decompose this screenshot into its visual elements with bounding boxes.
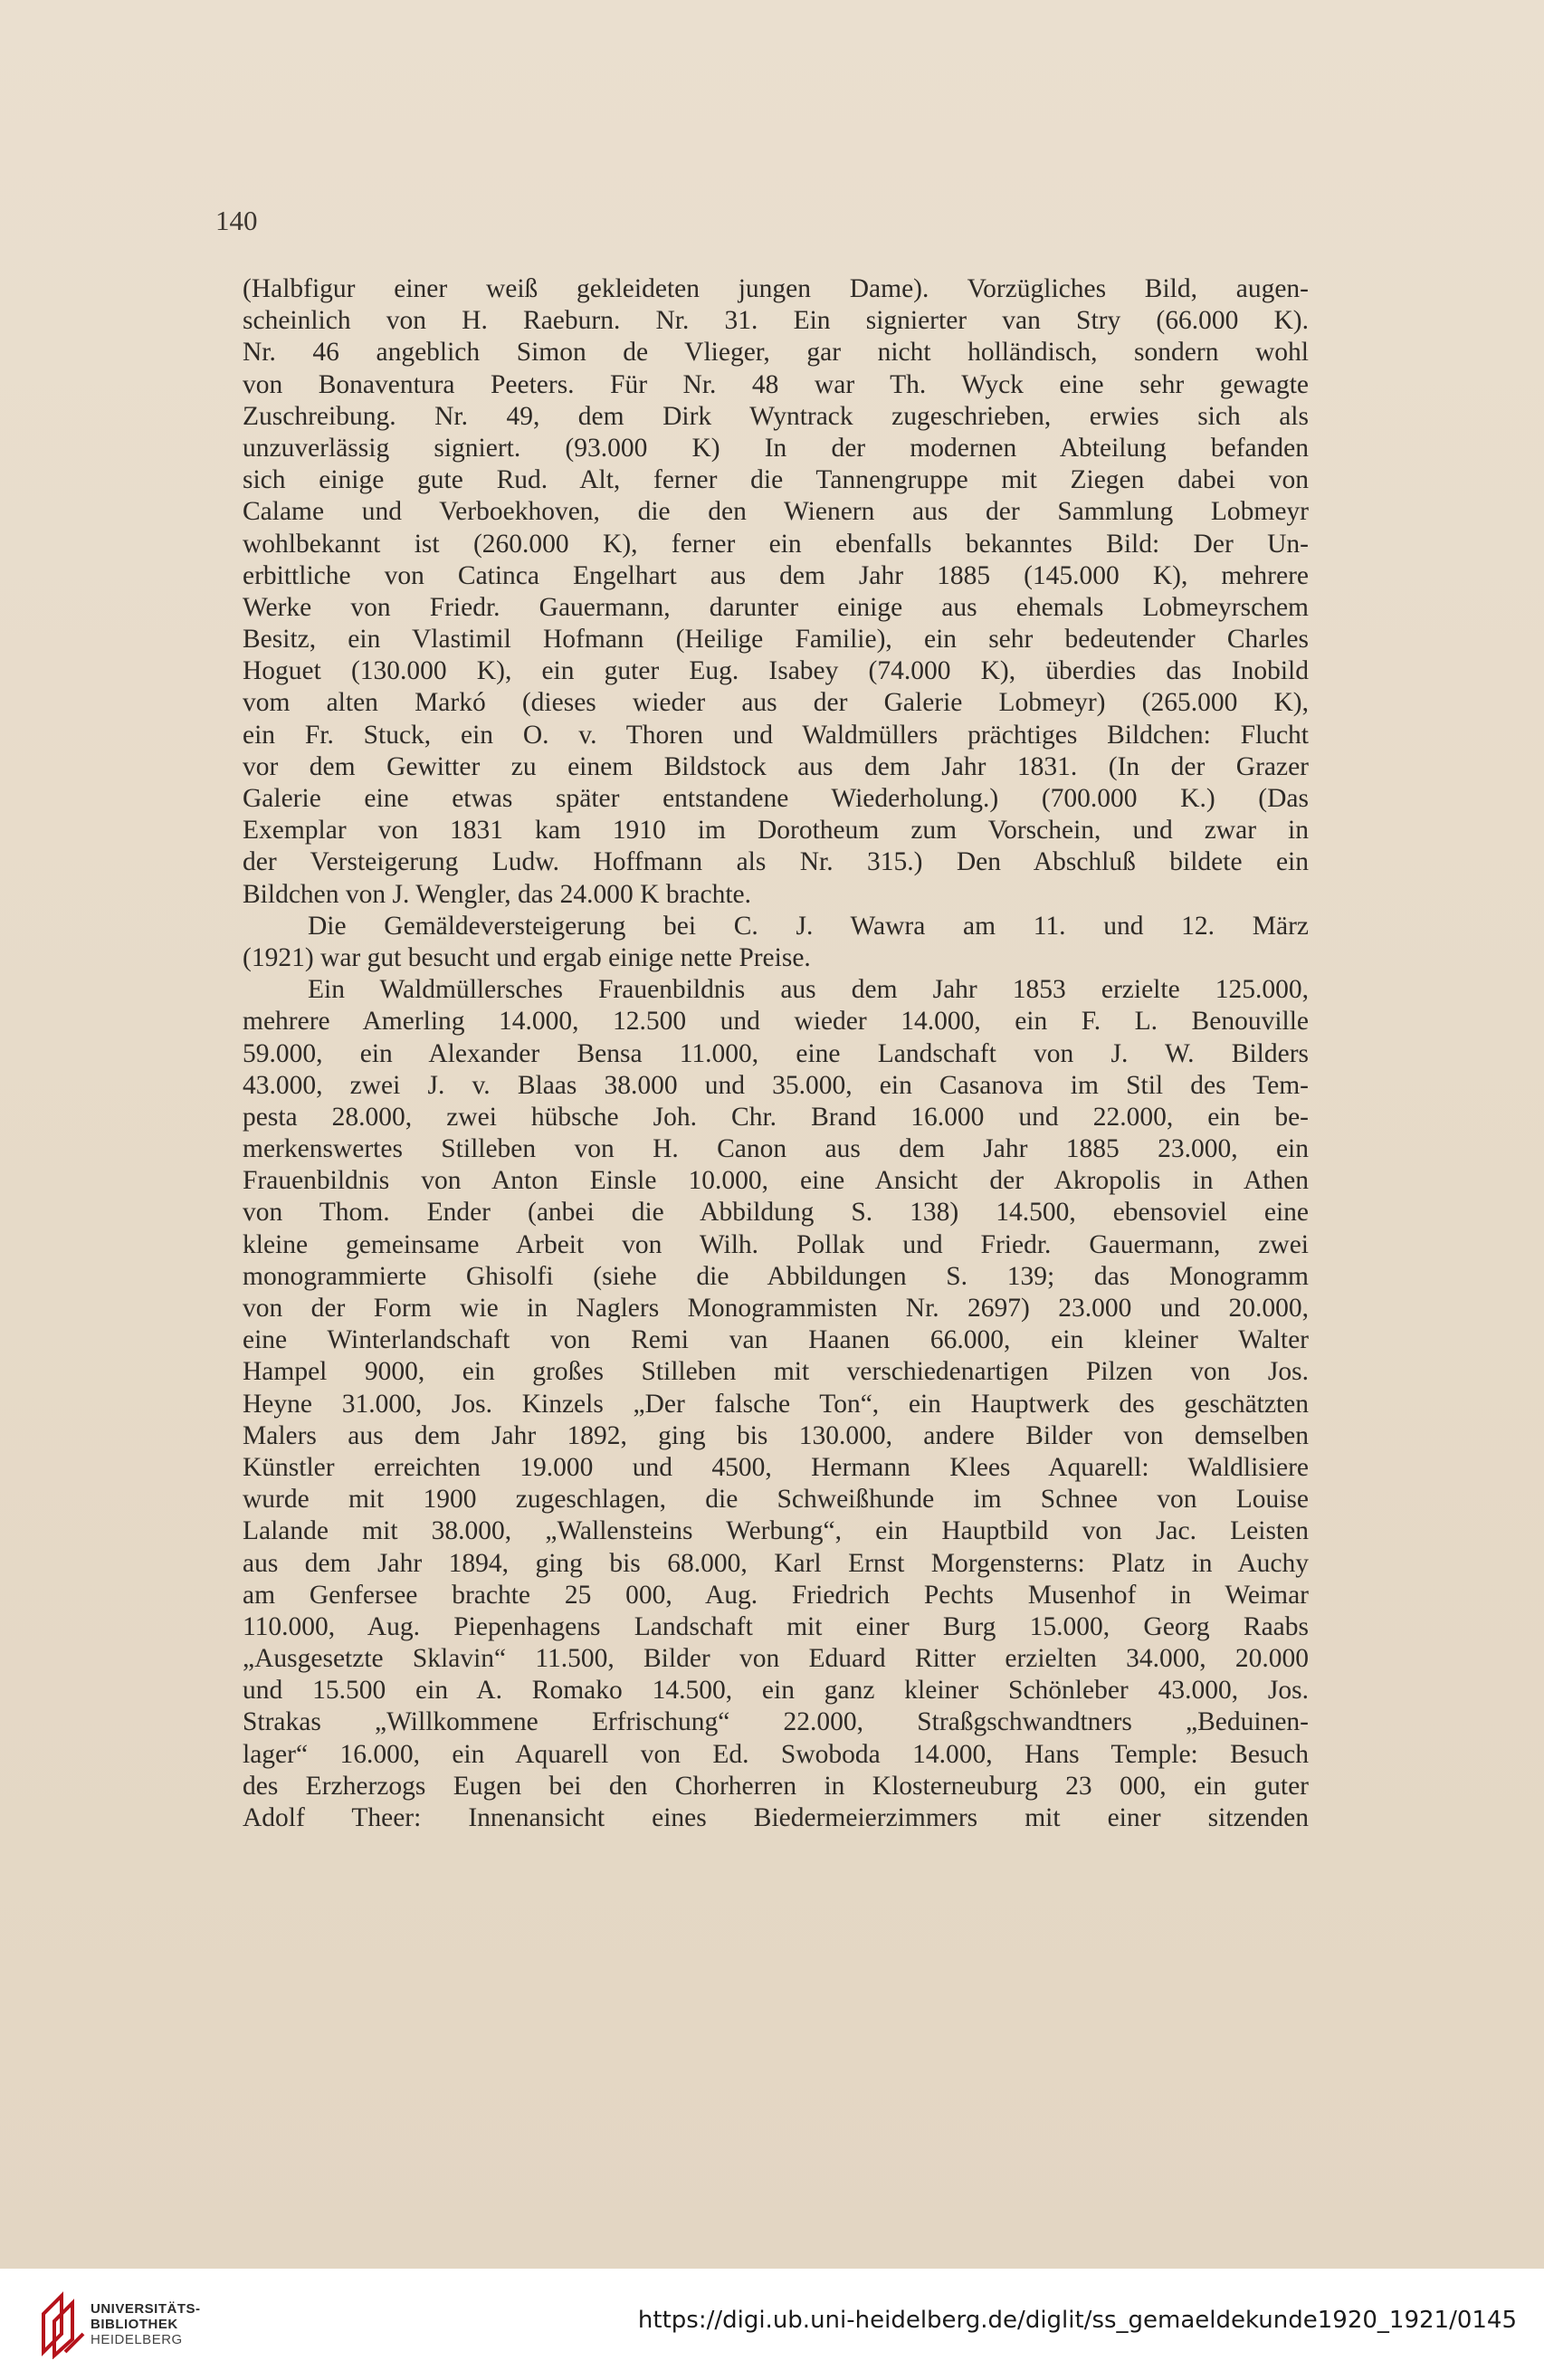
text-line: Die Gemäldeversteigerung bei C. J. Wawra am 11. und 12. März xyxy=(308,911,1309,941)
library-logo-text xyxy=(91,2301,201,2347)
page-number: 140 xyxy=(215,205,258,236)
text-line: Besitz, ein Vlastimil Hofmann (Heilige Familie), ein sehr bedeutender Charles xyxy=(243,625,1309,655)
body-text xyxy=(243,273,1309,1834)
text-line: der Versteigerung Ludw. Hoffmann als Nr. 315.) Den Abschluß bildete ein xyxy=(243,847,1309,877)
text-line: Galerie eine etwas später entstandene Wiederholung.) (700.000 K.) (Das xyxy=(243,784,1309,813)
text-line: des Erzherzogs Eugen bei den Chorherren in Klosterneuburg 23 000, ein guter xyxy=(243,1771,1309,1801)
text-line: Hoguet (130.000 K), ein guter Eug. Isabey (74.000 K), überdies das Inobild xyxy=(243,656,1309,686)
text-line: lager“ 16.000, ein Aquarell von Ed. Swoboda 14.000, Hans Temple: Besuch xyxy=(243,1739,1309,1769)
text-line: von der Form wie in Naglers Monogrammisten Nr. 2697) 23.000 und 20.000, xyxy=(243,1294,1309,1323)
text-line: pesta 28.000, zwei hübsche Joh. Chr. Brand 16.000 und 22.000, ein be- xyxy=(243,1102,1309,1132)
text-line: Nr. 46 angeblich Simon de Vlieger, gar nicht holländisch, sondern wohl xyxy=(243,338,1309,368)
library-logo-icon xyxy=(36,2289,91,2359)
text-line: scheinlich von H. Raeburn. Nr. 31. Ein signierter van Stry (66.000 K). xyxy=(243,306,1309,336)
text-line: und 15.500 ein A. Romako 14.500, ein ganz kleiner Schönleber 43.000, Jos. xyxy=(243,1676,1309,1706)
text-line: Zuschreibung. Nr. 49, dem Dirk Wyntrack zugeschrieben, erwies sich als xyxy=(243,401,1309,431)
text-line: eine Winterlandschaft von Remi van Haanen 66.000, ein kleiner Walter xyxy=(243,1325,1309,1355)
text-line: am Genfersee brachte 25 000, Aug. Friedrich Pechts Musenhof in Weimar xyxy=(243,1580,1309,1610)
text-line: Hampel 9000, ein großes Stilleben mit verschiedenartigen Pilzen von Jos. xyxy=(243,1357,1309,1387)
text-line: Malers aus dem Jahr 1892, ging bis 130.000, andere Bilder von demselben xyxy=(243,1420,1309,1450)
logo-line: HEIDELBERG xyxy=(91,2332,183,2347)
text-line: 43.000, zwei J. v. Blaas 38.000 und 35.000, ein Casanova im Stil des Tem- xyxy=(243,1070,1309,1100)
text-line: Strakas „Willkommene Erfrischung“ 22.000, Straßgschwandtners „Beduinen- xyxy=(243,1707,1309,1737)
text-line: Heyne 31.000, Jos. Kinzels „Der falsche Ton“, ein Hauptwerk des geschätzten xyxy=(243,1389,1309,1419)
text-line: (Halbfigur einer weiß gekleideten jungen Dame). Vorzügliches Bild, augen- xyxy=(243,274,1309,303)
text-line: kleine gemeinsame Arbeit von Wilh. Pollak und Friedr. Gauermann, zwei xyxy=(243,1229,1309,1259)
text-line: vor dem Gewitter zu einem Bildstock aus dem Jahr 1831. (In der Grazer xyxy=(243,751,1309,781)
text-line: Calame und Verboekhoven, die den Wienern aus der Sammlung Lobmeyr xyxy=(243,497,1309,527)
text-line: vom alten Markó (dieses wieder aus der Galerie Lobmeyr) (265.000 K), xyxy=(243,688,1309,718)
text-line: Lalande mit 38.000, „Wallensteins Werbung“, ein Hauptbild von Jac. Leisten xyxy=(243,1516,1309,1546)
text-line: unzuverlässig signiert. (93.000 K) In der modernen Abteilung befanden xyxy=(243,433,1309,463)
text-line: ein Fr. Stuck, ein O. v. Thoren und Waldmüllers prächtiges Bildchen: Flucht xyxy=(243,720,1309,750)
text-line: von Thom. Ender (anbei die Abbildung S. 138) 14.500, ebensoviel eine xyxy=(243,1198,1309,1228)
text-line: aus dem Jahr 1894, ging bis 68.000, Karl Ernst Morgensterns: Platz in Auchy xyxy=(243,1548,1309,1578)
text-line: Künstler erreichten 19.000 und 4500, Hermann Klees Aquarell: Waldlisiere xyxy=(243,1452,1309,1482)
text-line: merkenswertes Stilleben von H. Canon aus dem Jahr 1885 23.000, ein xyxy=(243,1134,1309,1164)
text-line: von Bonaventura Peeters. Für Nr. 48 war Th. Wyck eine sehr gewagte xyxy=(243,369,1309,399)
text-line: 59.000, ein Alexander Bensa 11.000, eine Landschaft von J. W. Bilders xyxy=(243,1038,1309,1068)
text-line: erbittliche von Catinca Engelhart aus dem Jahr 1885 (145.000 K), mehrere xyxy=(243,560,1309,590)
text-line: wohlbekannt ist (260.000 K), ferner ein ebenfalls bekanntes Bild: Der Un- xyxy=(243,529,1309,559)
text-line: mehrere Amerling 14.000, 12.500 und wieder 14.000, ein F. L. Benouville xyxy=(243,1007,1309,1037)
text-line: Frauenbildnis von Anton Einsle 10.000, eine Ansicht der Akropolis in Athen xyxy=(243,1166,1309,1196)
permalink-url[interactable]: https://digi.ub.uni-heidelberg.de/diglit/ss_gemaeldekunde1920_1921/0145 xyxy=(637,2307,1517,2334)
text-line: monogrammierte Ghisolfi (siehe die Abbildungen S. 139; das Monogramm xyxy=(243,1261,1309,1291)
viewer-footer xyxy=(0,2269,1544,2380)
text-line: 110.000, Aug. Piepenhagens Landschaft mit einer Burg 15.000, Georg Raabs xyxy=(243,1611,1309,1641)
logo-line: BIBLIOTHEK xyxy=(91,2317,178,2332)
text-line: Ein Waldmüllersches Frauenbildnis aus dem Jahr 1853 erzielte 125.000, xyxy=(308,975,1309,1005)
logo-line: UNIVERSITÄTS- xyxy=(91,2301,201,2317)
text-line: Adolf Theer: Innenansicht eines Biedermeierzimmers mit einer sitzenden xyxy=(243,1803,1309,1832)
text-line: wurde mit 1900 zugeschlagen, die Schweißhunde im Schnee von Louise xyxy=(243,1485,1309,1515)
text-line: sich einige gute Rud. Alt, ferner die Tannengruppe mit Ziegen dabei von xyxy=(243,465,1309,495)
text-line: Bildchen von J. Wengler, das 24.000 K brachte. xyxy=(243,879,752,909)
text-line: Werke von Friedr. Gauermann, darunter einige aus ehemals Lobmeyrschem xyxy=(243,592,1309,622)
text-line: (1921) war gut besucht und ergab einige nette Preise. xyxy=(243,942,811,972)
text-line: „Ausgesetzte Sklavin“ 11.500, Bilder von Eduard Ritter erzielten 34.000, 20.000 xyxy=(243,1644,1309,1674)
text-line: Exemplar von 1831 kam 1910 im Dorotheum zum Vorschein, und zwar in xyxy=(243,816,1309,846)
